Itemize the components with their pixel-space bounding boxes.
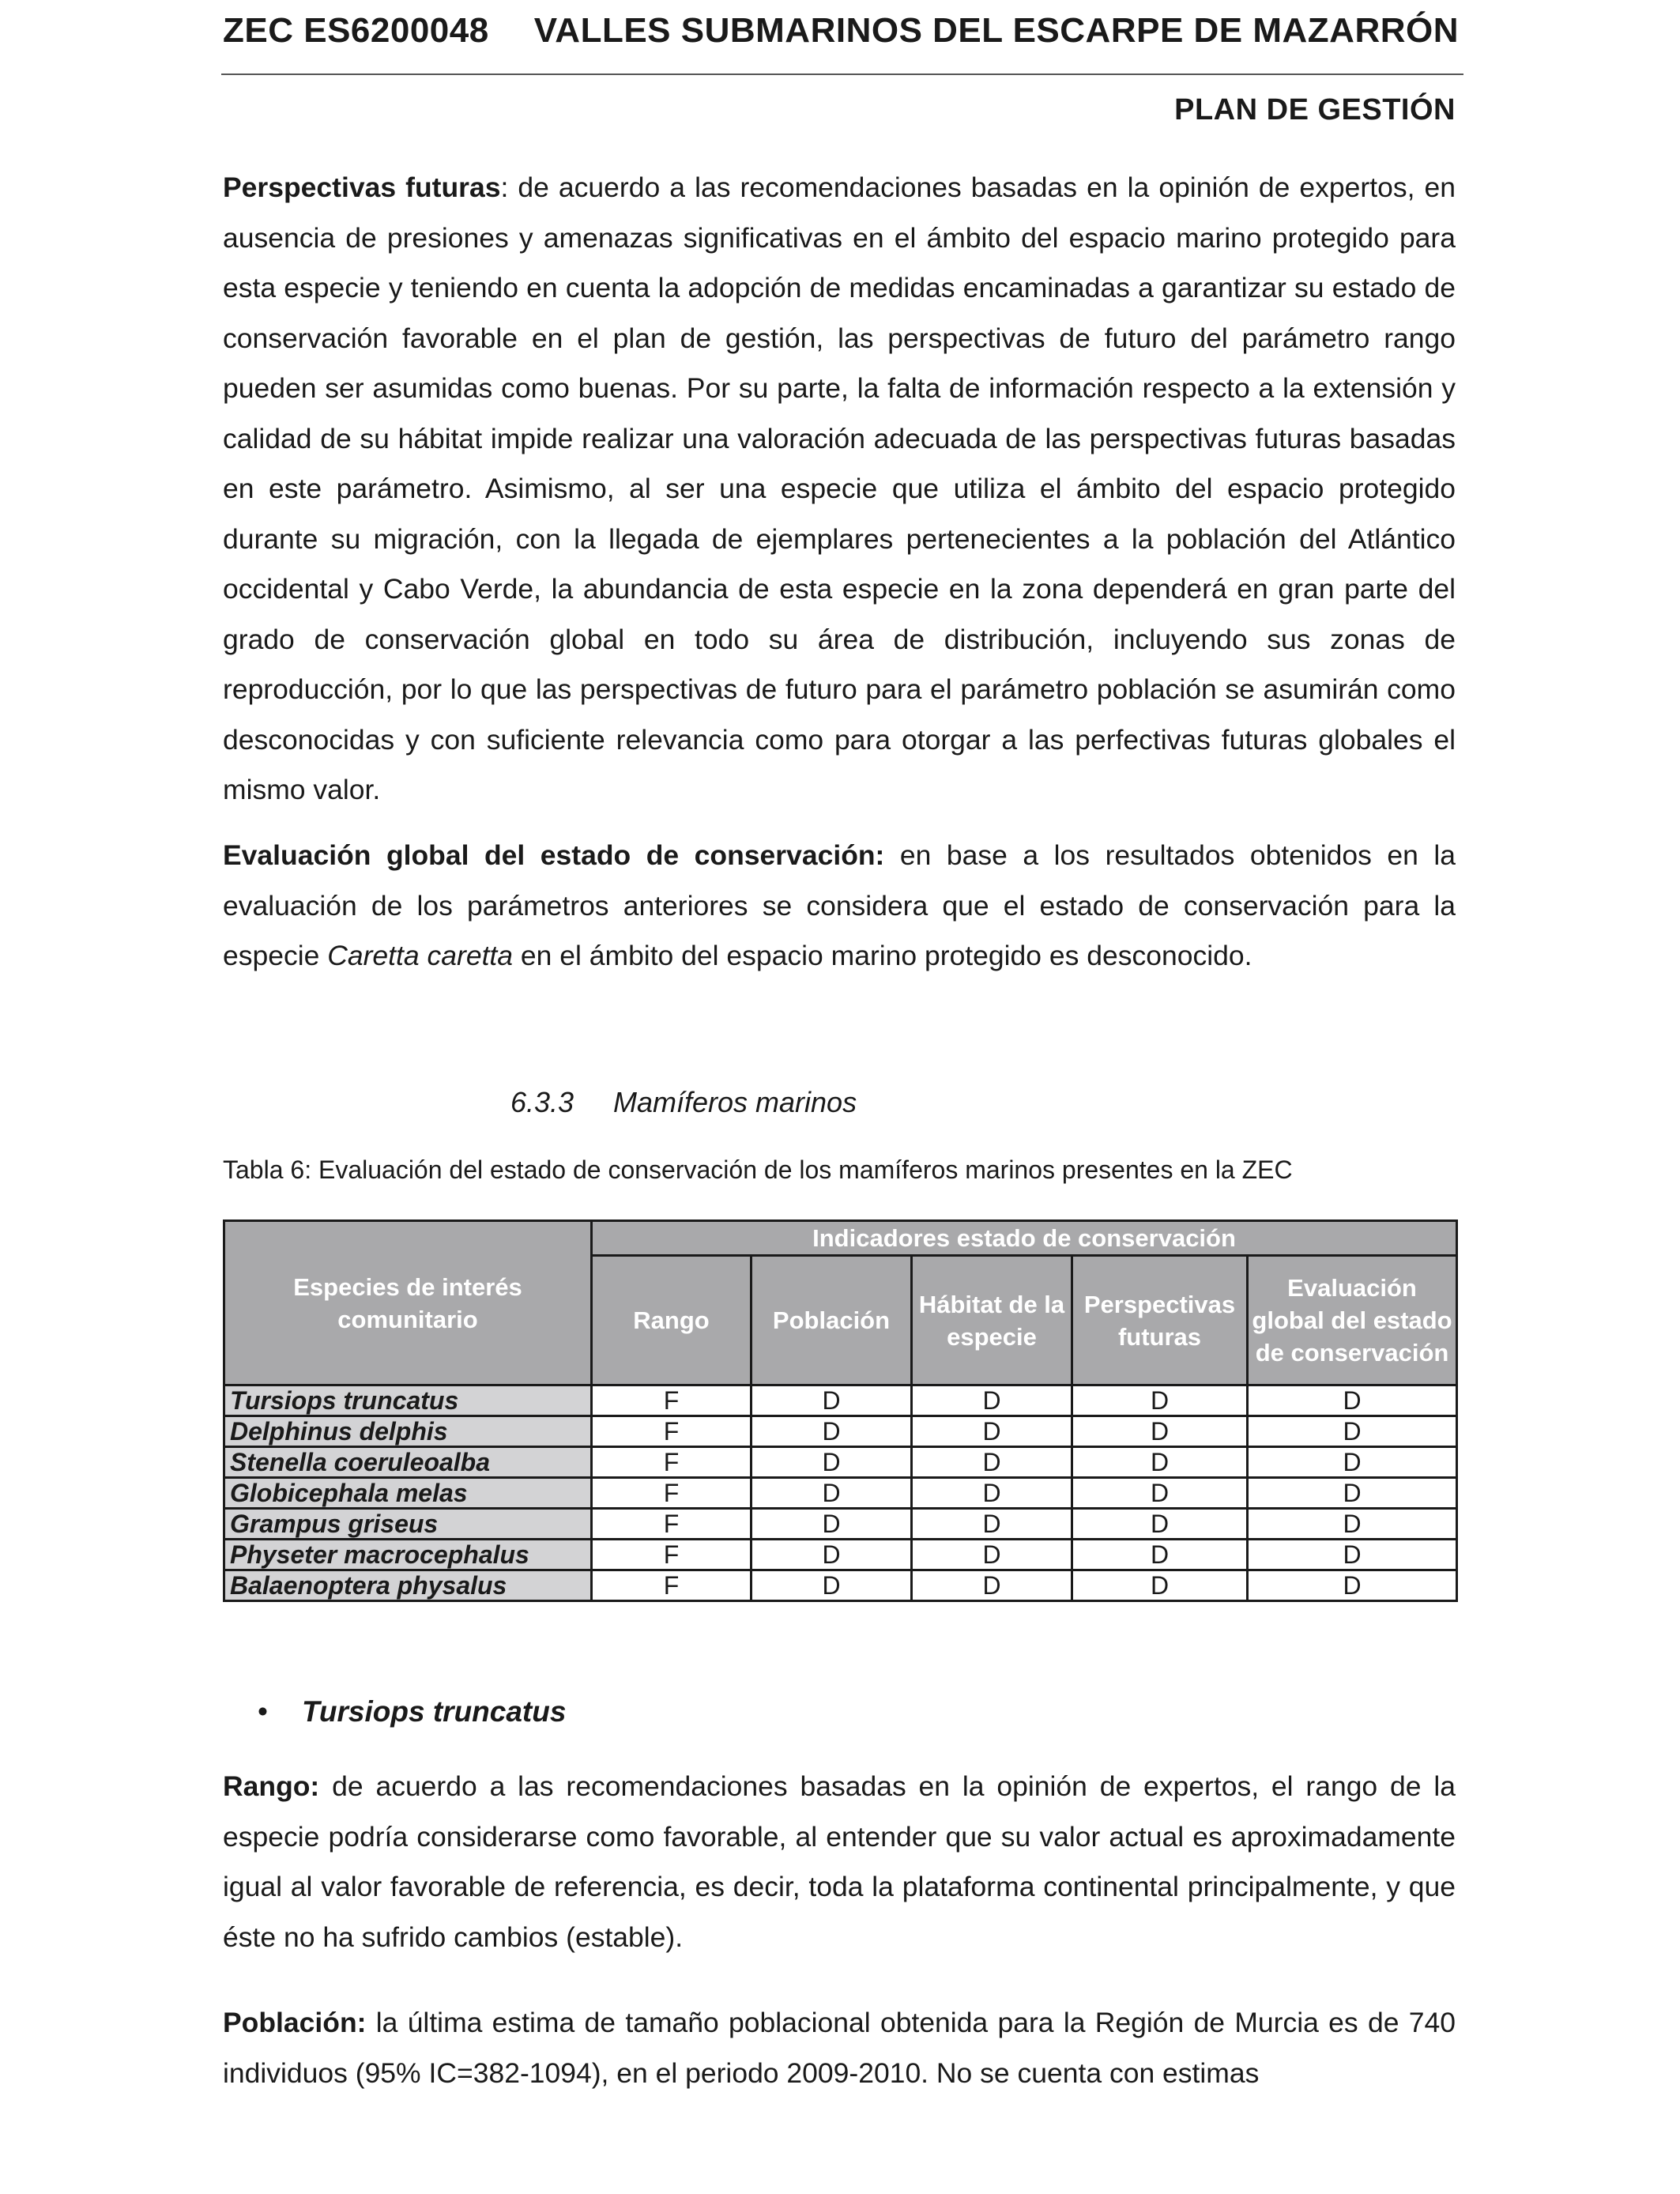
value-cell: F	[592, 1385, 751, 1416]
table-row	[224, 1540, 1457, 1570]
value-cell: D	[1072, 1570, 1248, 1601]
section-heading	[510, 1086, 857, 1119]
perspectivas-text: : de acuerdo a las recomendaciones basadas en la opinión de expertos, en ausencia de presiones y amenazas significativas en el ámbito del espacio marino protegido para esta especie y teniendo en cuenta la adopción de medidas encaminadas a garantizar su estado de conservación favorable en el plan de gestión, las perspectivas de futuro del parámetro rango pueden ser asumidas como buenas. Por su parte, la falta de información respecto a la extensión y calidad de su hábitat impide realizar una valoración adecuada de las perspectivas futuras basadas en este parámetro. Asimismo, al ser una especie que utiliza el ámbito del espacio protegido durante su migración, con la llegada de ejemplares pertenecientes a la población del Atlántico occidental y Cabo Verde, la abundancia de esta especie en la zona dependerá en gran parte del grado de conservación global en todo su área de distribución, incluyendo sus zonas de reproducción, por lo que las perspectivas de futuro para el parámetro población se asumirán como desconocidas y con suficiente relevancia como para otorgar a las perfectivas futuras globales el mismo valor.	[223, 172, 1456, 805]
indicators-header: Indicadores estado de conservación	[592, 1221, 1457, 1256]
value-cell: D	[1072, 1478, 1248, 1509]
poblacion-paragraph	[223, 1998, 1456, 2098]
value-cell: D	[1072, 1385, 1248, 1416]
evaluacion-text-b: en el ámbito del espacio marino protegido es desconocido.	[513, 940, 1252, 971]
value-cell: F	[592, 1540, 751, 1570]
species-header: Especies de interés comunitario	[224, 1221, 592, 1385]
header-divider	[221, 74, 1463, 75]
bullet-species: Tursiops truncatus	[302, 1695, 567, 1728]
table-row	[224, 1447, 1457, 1478]
species-cell: Tursiops truncatus	[224, 1385, 592, 1416]
table-row	[224, 1478, 1457, 1509]
rango-paragraph	[223, 1762, 1456, 1962]
value-cell: D	[1248, 1447, 1457, 1478]
value-cell: D	[751, 1447, 912, 1478]
value-cell: F	[592, 1447, 751, 1478]
column-header: Evaluación global del estado de conservación	[1248, 1256, 1457, 1385]
table-row	[224, 1385, 1457, 1416]
species-cell: Globicephala melas	[224, 1478, 592, 1509]
value-cell: F	[592, 1416, 751, 1447]
table-row	[224, 1509, 1457, 1540]
value-cell: D	[751, 1540, 912, 1570]
value-cell: D	[912, 1509, 1072, 1540]
value-cell: F	[592, 1570, 751, 1601]
conservation-table	[223, 1220, 1458, 1602]
value-cell: D	[1248, 1509, 1457, 1540]
value-cell: D	[751, 1478, 912, 1509]
value-cell: D	[1248, 1570, 1457, 1601]
evaluacion-text-a: en base a los resultados obtenidos en la evaluación de los parámetros anteriores se considera que el estado de conservación para la especie	[223, 839, 1456, 971]
column-header: Rango	[592, 1256, 751, 1385]
value-cell: D	[1072, 1447, 1248, 1478]
value-cell: D	[912, 1385, 1072, 1416]
poblacion-label: Población:	[223, 2007, 367, 2038]
column-header: Hábitat de la especie	[912, 1256, 1072, 1385]
poblacion-text: la última estima de tamaño poblacional obtenida para la Región de Murcia es de 740 individuos (95% IC=382-1094), en el periodo 2009-2010. No se cuenta con estimas	[223, 2007, 1456, 2089]
species-cell: Delphinus delphis	[224, 1416, 592, 1447]
value-cell: F	[592, 1478, 751, 1509]
value-cell: D	[1248, 1540, 1457, 1570]
column-header: Perspectivas futuras	[1072, 1256, 1248, 1385]
value-cell: F	[592, 1509, 751, 1540]
species-cell: Physeter macrocephalus	[224, 1540, 592, 1570]
species-cell: Stenella coeruleoalba	[224, 1447, 592, 1478]
value-cell: D	[1072, 1540, 1248, 1570]
header-code: ZEC ES6200048	[223, 11, 489, 50]
value-cell: D	[912, 1478, 1072, 1509]
value-cell: D	[912, 1416, 1072, 1447]
page-header	[221, 8, 1459, 71]
rango-label: Rango:	[223, 1770, 320, 1802]
value-cell: D	[912, 1540, 1072, 1570]
value-cell: D	[912, 1447, 1072, 1478]
value-cell: D	[1248, 1478, 1457, 1509]
value-cell: D	[751, 1509, 912, 1540]
value-cell: D	[751, 1570, 912, 1601]
value-cell: D	[912, 1570, 1072, 1601]
table-row	[224, 1570, 1457, 1601]
value-cell: D	[1072, 1509, 1248, 1540]
evaluacion-paragraph	[223, 831, 1456, 982]
column-header: Población	[751, 1256, 912, 1385]
rango-text: de acuerdo a las recomendaciones basadas en la opinión de expertos, el rango de la especie podría considerarse como favorable, al entender que su valor actual es aproximadamente igual al valor favorable de referencia, es decir, toda la plataforma continental principalmente, y que éste no ha sufrido cambios (estable).	[223, 1770, 1456, 1953]
section-title: Mamíferos marinos	[613, 1086, 857, 1118]
header-subtitle: PLAN DE GESTIÓN	[1174, 93, 1456, 126]
value-cell: D	[1072, 1416, 1248, 1447]
value-cell: D	[751, 1416, 912, 1447]
perspectivas-label: Perspectivas futuras	[223, 172, 501, 203]
value-cell: D	[1248, 1416, 1457, 1447]
bullet-icon: •	[258, 1695, 268, 1728]
section-number: 6.3.3	[510, 1086, 574, 1118]
header-title: VALLES SUBMARINOS DEL ESCARPE DE MAZARRÓN	[533, 11, 1459, 50]
evaluacion-species: Caretta caretta	[327, 940, 514, 971]
evaluacion-label: Evaluación global del estado de conservación:	[223, 839, 885, 871]
species-cell: Grampus griseus	[224, 1509, 592, 1540]
perspectivas-paragraph	[223, 163, 1456, 816]
species-cell: Balaenoptera physalus	[224, 1570, 592, 1601]
table-caption: Tabla 6: Evaluación del estado de conservación de los mamíferos marinos presentes en la ZEC	[223, 1155, 1293, 1184]
species-bullet	[258, 1695, 567, 1728]
value-cell: D	[751, 1385, 912, 1416]
table-row	[224, 1416, 1457, 1447]
value-cell: D	[1248, 1385, 1457, 1416]
